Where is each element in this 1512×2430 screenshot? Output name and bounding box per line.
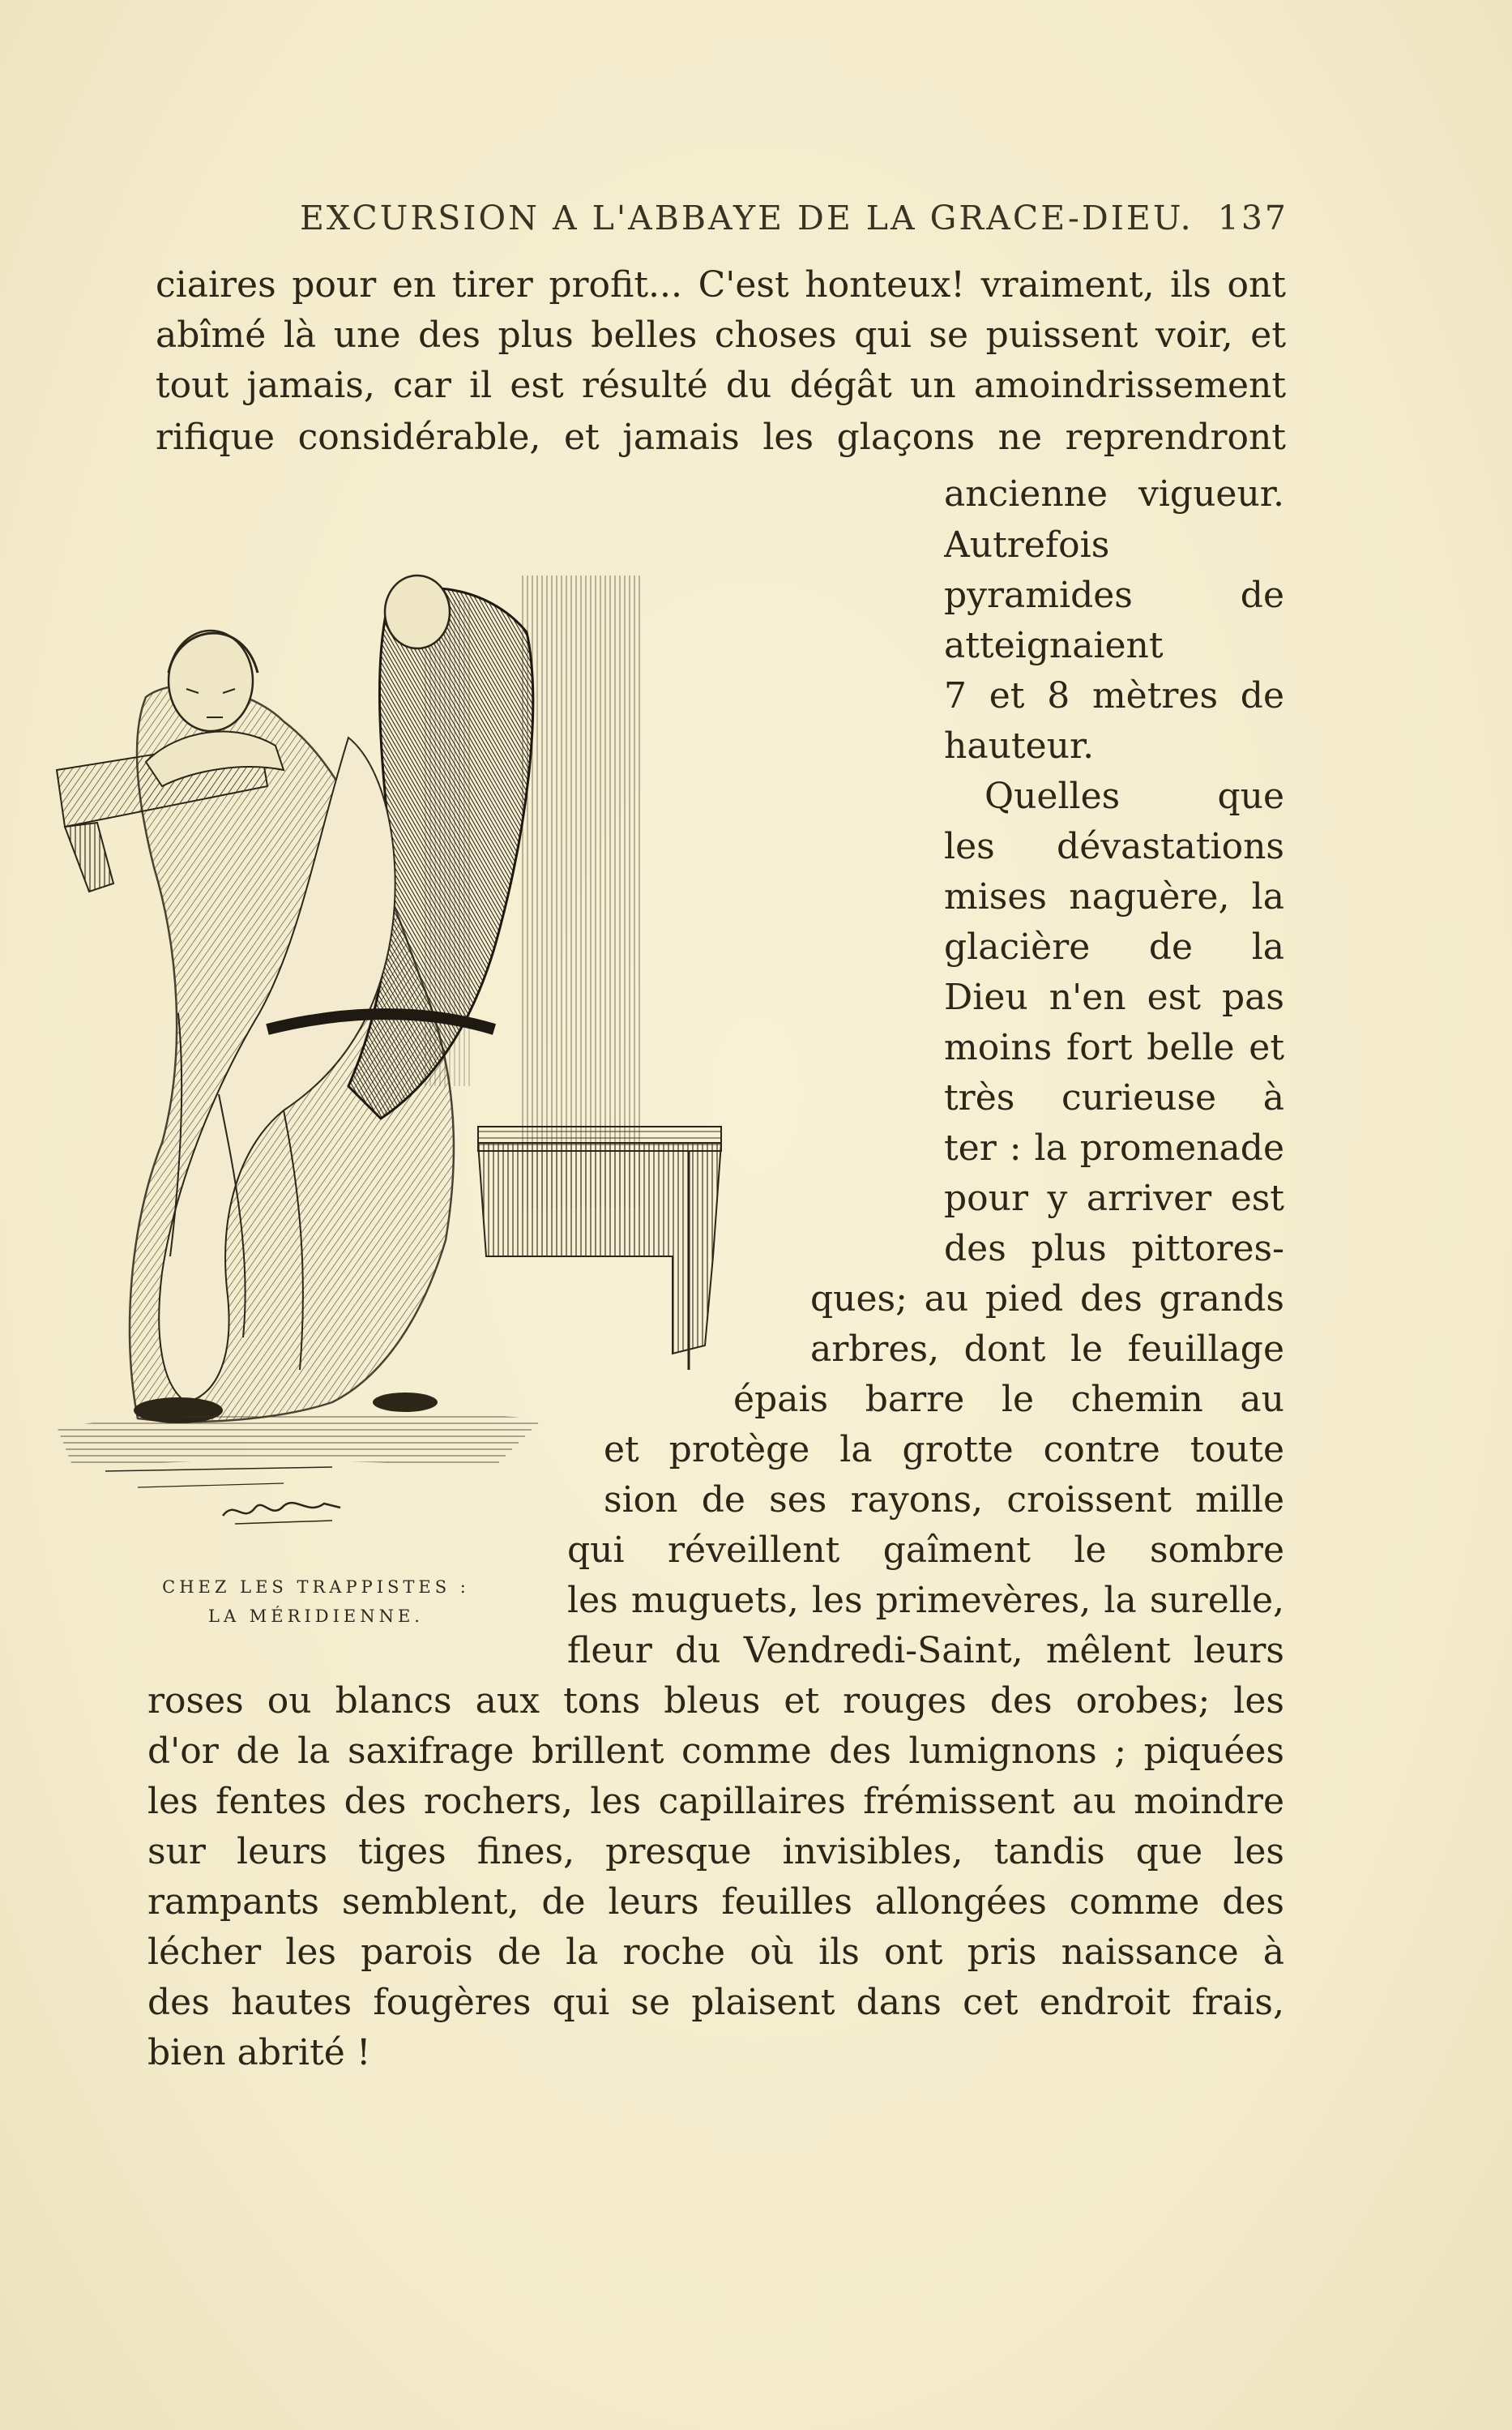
text-line: des hautes fougères qui se plaisent dans cet endroit frais,	[147, 1982, 1284, 2023]
caption-line: CHEZ LES TRAPPISTES :	[162, 1577, 470, 1597]
text-line: moins fort belle et	[944, 1027, 1284, 1068]
text-line: et protège la grotte contre toute	[604, 1429, 1284, 1470]
text-line: ciaires pour en tirer profit... C'est honteux! vraiment, ils ont	[156, 264, 1286, 306]
text-line: abîmé là une des plus belles choses qui se puissent voir, et	[156, 314, 1286, 356]
text-line: glacière de la	[944, 926, 1284, 968]
text-line: arbres, dont le feuillage	[810, 1328, 1284, 1370]
text-line: très curieuse à	[944, 1077, 1284, 1119]
text-line: ancienne vigueur.	[944, 473, 1284, 515]
text-line: Quelles que	[985, 776, 1284, 817]
text-line: atteignaient	[944, 625, 1164, 666]
illustration-caption	[146, 1572, 486, 1631]
text-line: les dévastations	[944, 826, 1284, 867]
monks-engraving-illustration	[41, 527, 908, 1564]
text-line: 7 et 8 mètres de	[944, 675, 1284, 717]
running-header	[300, 199, 1288, 247]
text-line: mises naguère, la	[944, 876, 1284, 918]
text-line: ter : la promenade	[944, 1127, 1284, 1169]
text-line: qui réveillent gaîment le sombre	[567, 1529, 1284, 1571]
text-line: les fentes des rochers, les capillaires frémissent au moindre	[147, 1781, 1284, 1822]
text-line: ques; au pied des grands	[810, 1278, 1284, 1320]
page-number: 137	[1217, 199, 1288, 237]
text-line: les muguets, les primevères, la surelle,	[567, 1580, 1284, 1621]
text-line: épais barre le chemin au	[733, 1379, 1284, 1420]
text-line: Autrefois	[944, 524, 1110, 566]
text-line: roses ou blancs aux tons bleus et rouges des orobes; les	[147, 1680, 1284, 1722]
text-line: tout jamais, car il est résulté du dégât un amoindrissement	[156, 365, 1286, 406]
running-title: EXCURSION A L'ABBAYE DE LA GRACE-DIEU.	[300, 199, 1194, 237]
text-line: d'or de la saxifrage brillent comme des lumignons ; piquées	[147, 1731, 1284, 1772]
text-line: Dieu n'en est pas	[944, 977, 1284, 1018]
text-line: sion de ses rayons, croissent mille	[604, 1479, 1284, 1521]
text-line: bien abrité !	[147, 2032, 371, 2073]
caption-line: LA MÉRIDIENNE.	[208, 1606, 424, 1626]
text-line: pyramides de	[944, 575, 1284, 616]
text-line: pour y arriver est	[944, 1178, 1284, 1219]
artist-signature	[219, 1491, 348, 1535]
text-line: des plus pittores-	[944, 1228, 1284, 1269]
text-line: lécher les parois de la roche où ils ont pris naissance à	[147, 1932, 1284, 1973]
text-line: fleur du Vendredi-Saint, mêlent leurs	[567, 1630, 1284, 1671]
text-line: rifique considérable, et jamais les glaçons ne reprendront	[156, 417, 1286, 458]
text-line: rampants semblent, de leurs feuilles allongées comme des	[147, 1881, 1284, 1923]
text-line: hauteur.	[944, 725, 1095, 767]
text-line: sur leurs tiges fines, presque invisibles, tandis que les	[147, 1831, 1284, 1872]
